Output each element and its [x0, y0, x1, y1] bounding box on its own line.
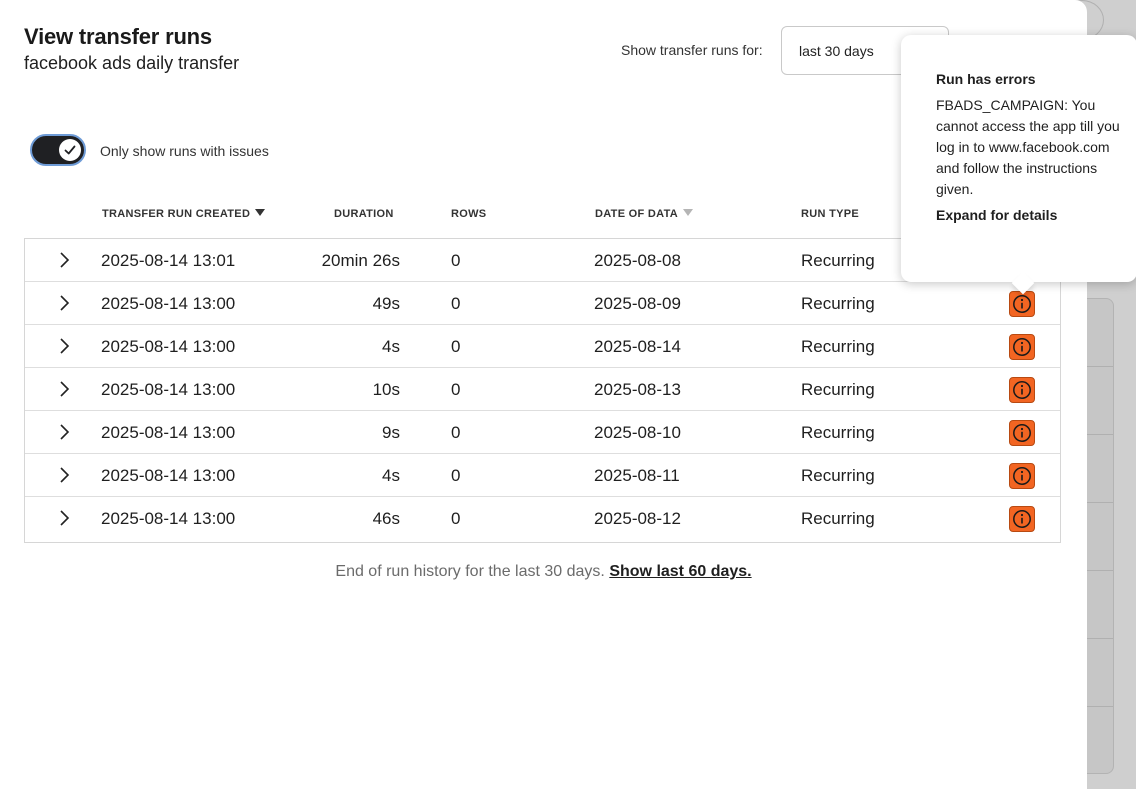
chevron-right-icon[interactable]: [55, 294, 73, 312]
cell-date: 2025-08-11: [594, 466, 680, 485]
cell-duration: 20min 26s: [321, 251, 400, 270]
cell-duration: 9s: [382, 423, 400, 442]
sort-icon: [683, 209, 693, 216]
cell-date: 2025-08-10: [594, 423, 681, 442]
show-60-days-link[interactable]: Show last 60 days.: [609, 563, 752, 580]
cell-duration: 4s: [382, 337, 400, 356]
column-header-type: RUN TYPE: [801, 208, 860, 220]
info-circle-icon: [1012, 423, 1032, 443]
cell-rows: 0: [451, 509, 461, 528]
cell-rows: 0: [451, 294, 461, 313]
column-header-date[interactable]: [595, 208, 693, 220]
column-header-duration: DURATION: [334, 208, 394, 220]
cell-type: Recurring: [801, 423, 875, 442]
table-row[interactable]: [25, 411, 1060, 454]
expand-details-link[interactable]: Expand for details: [936, 207, 1058, 223]
run-error-button[interactable]: [1009, 420, 1035, 446]
tooltip-body: FBADS_CAMPAIGN: You cannot access the app till you log in to www.facebook.com and follow the instructions given.: [936, 97, 1120, 197]
cell-rows: 0: [451, 380, 461, 399]
cell-type: Recurring: [801, 251, 875, 270]
check-icon: [63, 143, 77, 157]
modal-subtitle: facebook ads daily transfer: [24, 53, 240, 73]
run-error-button[interactable]: [1009, 334, 1035, 360]
cell-created: 2025-08-14 13:00: [101, 380, 236, 399]
chevron-right-icon[interactable]: [55, 380, 73, 398]
cell-type: Recurring: [801, 509, 875, 528]
cell-created: 2025-08-14 13:00: [101, 294, 236, 313]
info-circle-icon: [1012, 294, 1032, 314]
cell-date: 2025-08-14: [594, 337, 681, 356]
cell-date: 2025-08-12: [594, 509, 681, 528]
range-label: Show transfer runs for:: [621, 42, 763, 58]
cell-duration: 49s: [372, 294, 400, 313]
toggle-label: Only show runs with issues: [100, 143, 269, 159]
runs-table: [24, 238, 1061, 543]
modal-title: View transfer runs: [24, 24, 212, 49]
info-circle-icon: [1012, 466, 1032, 486]
column-header-rows: ROWS: [451, 208, 487, 220]
toggle-knob: [59, 139, 81, 161]
chevron-right-icon[interactable]: [55, 466, 73, 484]
cell-created: 2025-08-14 13:01: [101, 251, 236, 270]
table-row[interactable]: [25, 368, 1060, 411]
column-header-created[interactable]: [102, 208, 265, 220]
info-circle-icon: [1012, 337, 1032, 357]
chevron-right-icon[interactable]: [55, 509, 73, 527]
cell-created: 2025-08-14 13:00: [101, 337, 236, 356]
issues-only-toggle[interactable]: [30, 134, 86, 166]
run-history-footer: [0, 563, 1087, 581]
cell-date: 2025-08-09: [594, 294, 681, 313]
info-circle-icon: [1012, 380, 1032, 400]
cell-rows: 0: [451, 337, 461, 356]
run-error-button[interactable]: [1009, 377, 1035, 403]
range-select-value: last 30 days: [799, 43, 874, 59]
cell-type: Recurring: [801, 466, 875, 485]
chevron-right-icon[interactable]: [55, 337, 73, 355]
info-circle-icon: [1012, 509, 1032, 529]
cell-created: 2025-08-14 13:00: [101, 509, 236, 528]
run-error-button[interactable]: [1009, 291, 1035, 317]
cell-duration: 4s: [382, 466, 400, 485]
chevron-right-icon[interactable]: [55, 251, 73, 269]
cell-type: Recurring: [801, 337, 875, 356]
column-header-date-label: DATE OF DATA: [595, 208, 679, 220]
cell-created: 2025-08-14 13:00: [101, 423, 236, 442]
footer-text: End of run history for the last 30 days.: [335, 563, 605, 580]
run-error-tooltip: [901, 35, 1136, 282]
table-row[interactable]: [25, 325, 1060, 368]
cell-date: 2025-08-13: [594, 380, 681, 399]
cell-created: 2025-08-14 13:00: [101, 466, 236, 485]
cell-duration: 10s: [372, 380, 400, 399]
run-error-button[interactable]: [1009, 506, 1035, 532]
run-error-button[interactable]: [1009, 463, 1035, 489]
chevron-right-icon[interactable]: [55, 423, 73, 441]
cell-type: Recurring: [801, 294, 875, 313]
table-row[interactable]: [25, 454, 1060, 497]
sort-desc-icon: [255, 209, 265, 216]
table-row[interactable]: [25, 282, 1060, 325]
cell-duration: 46s: [372, 509, 400, 528]
column-header-created-label: TRANSFER RUN CREATED: [102, 208, 251, 220]
table-row[interactable]: [25, 497, 1060, 540]
cell-type: Recurring: [801, 380, 875, 399]
cell-rows: 0: [451, 251, 461, 270]
cell-rows: 0: [451, 423, 461, 442]
cell-date: 2025-08-08: [594, 251, 681, 270]
cell-rows: 0: [451, 466, 461, 485]
tooltip-title: Run has errors: [936, 71, 1036, 87]
